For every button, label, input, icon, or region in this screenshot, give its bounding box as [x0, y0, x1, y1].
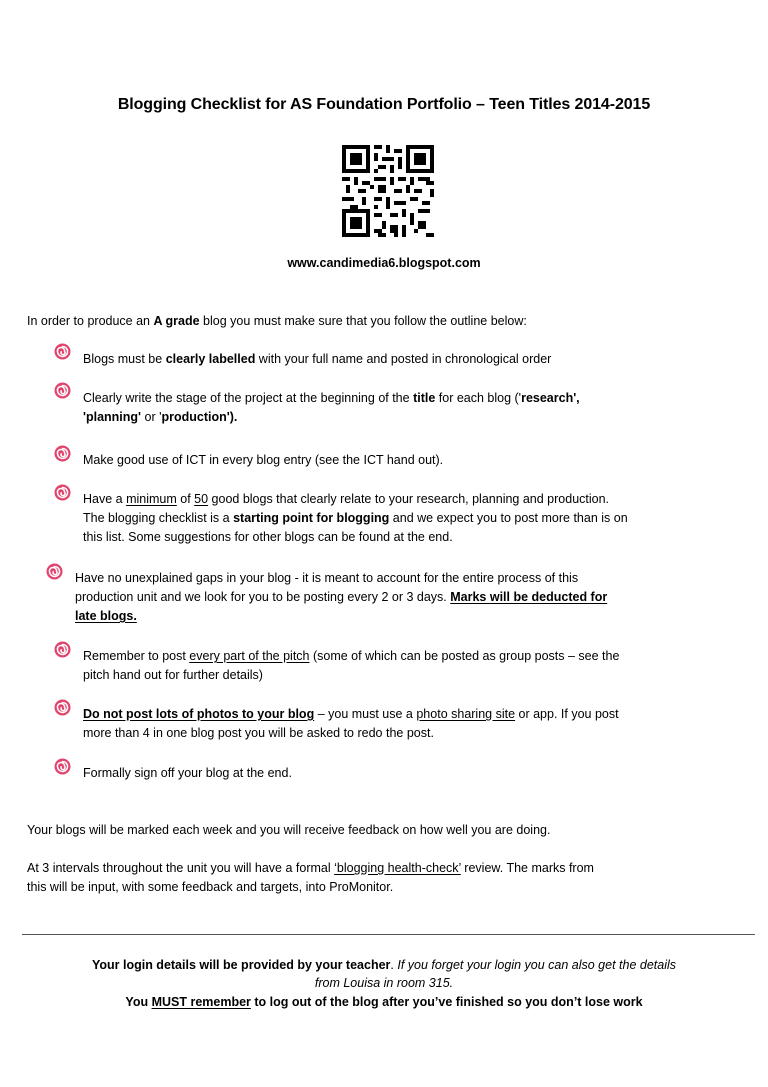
- list-item: Do not post lots of photos to your blog – you must use a photo sharing site or app. If you post more than 4 in one blog post you will be asked to redo the post.: [83, 707, 619, 740]
- swirl-bullet-icon: [54, 343, 71, 360]
- list-item: Remember to post every part of the pitch (some of which can be posted as group posts – see the pitch hand out for further details): [83, 649, 620, 682]
- intro-paragraph: In order to produce an A grade blog you must make sure that you follow the outline below:: [27, 314, 527, 328]
- feedback-paragraph: Your blogs will be marked each week and you will receive feedback on how well you are doing.: [27, 823, 551, 837]
- list-item: Make good use of ICT in every blog entry (see the ICT hand out).: [83, 453, 444, 467]
- swirl-bullet-icon: [54, 758, 71, 775]
- footer-line-1: Your login details will be provided by your teacher. If you forget your login you can also get the details: [91, 958, 677, 972]
- footer-line-2: from Louisa in room 315.: [314, 976, 454, 990]
- footer-line-3: You MUST remember to log out of the blog after you’ve finished so you don’t lose work: [125, 995, 643, 1009]
- swirl-bullet-icon: [54, 445, 71, 462]
- list-item: Have no unexplained gaps in your blog - it is meant to account for the entire process of this production unit and we look for you to be posting every 2 or 3 days. Marks will be deducted for late blogs.: [75, 571, 608, 623]
- healthcheck-paragraph: At 3 intervals throughout the unit you will have a formal ‘blogging health-check’ review. The marks from this will be input, with some feedback and targets, into ProMonitor.: [27, 861, 594, 894]
- swirl-bullet-icon: [54, 641, 71, 658]
- list-item: Have a minimum of 50 good blogs that clearly relate to your research, planning and production. The blogging checklist is a starting point for blogging and we expect you to post more than is on this list. Some suggestions for other blogs can be found at the end.: [83, 492, 628, 544]
- list-item: Formally sign off your blog at the end.: [83, 766, 292, 780]
- swirl-bullet-icon: [54, 382, 71, 399]
- swirl-bullet-icon: [54, 699, 71, 716]
- swirl-bullet-icon: [54, 484, 71, 501]
- qr-code-icon: [342, 145, 434, 237]
- list-item: Blogs must be clearly labelled with your full name and posted in chronological order: [83, 352, 552, 366]
- swirl-bullet-icon: [46, 563, 63, 580]
- divider: [22, 934, 755, 935]
- page-title: Blogging Checklist for AS Foundation Portfolio – Teen Titles 2014-2015: [117, 96, 651, 113]
- blog-url[interactable]: www.candimedia6.blogspot.com: [287, 256, 481, 270]
- list-item: Clearly write the stage of the project at the beginning of the title for each blog ('research', 'planning' or 'production').: [83, 391, 580, 424]
